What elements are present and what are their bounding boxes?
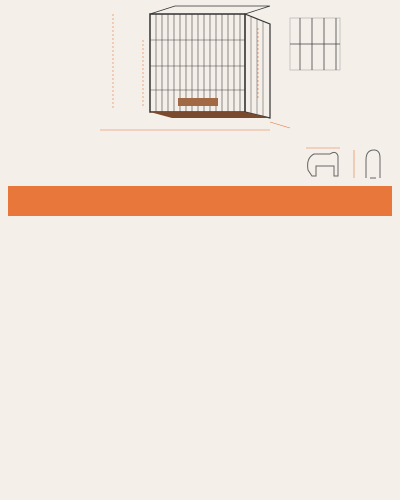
dog-measure-diagram (300, 140, 396, 184)
header-weight (222, 186, 292, 216)
header-cage (8, 186, 104, 216)
table-header (8, 186, 392, 216)
header-size (104, 186, 222, 216)
size-table (8, 186, 392, 498)
header-breeds (292, 186, 392, 216)
cage-illustration (0, 0, 400, 140)
product-hero (0, 0, 400, 140)
